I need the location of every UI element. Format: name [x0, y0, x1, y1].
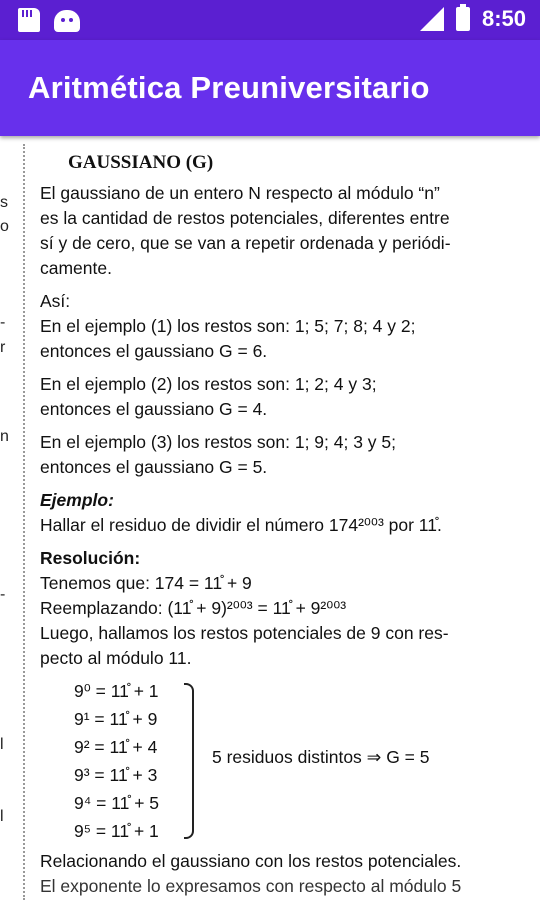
previous-page-fragment: l [0, 736, 4, 753]
example-summary-2 [40, 372, 512, 422]
book-page [40, 150, 512, 899]
signal-icon [420, 7, 444, 31]
previous-page-fragment: r [0, 339, 6, 356]
text-line: Luego, hallamos los restos potenciales de 9 con res- [40, 623, 449, 643]
app-title: Aritmética Preuniversitario [28, 70, 430, 105]
text-line: Tenemos que: 174 = 11̊ + 9 [40, 573, 252, 593]
text-line: En el ejemplo (3) los restos son: 1; 9; 4; 3 y 5; [40, 432, 397, 452]
power-row: 9¹ = 11̊ + 9 [74, 709, 158, 729]
text-line: pecto al módulo 11. [40, 648, 192, 668]
resolution-steps [40, 571, 512, 671]
cut-off-line: El exponente lo expresamos con respecto al módulo 5 [40, 876, 462, 896]
resolucion-label: Resolución: [40, 548, 141, 568]
power-row: 9⁰ = 11̊ + 1 [74, 681, 159, 701]
example-summary-1 [40, 314, 512, 364]
text-line: es la cantidad de restos potenciales, diferentes entre [40, 208, 450, 228]
text-line: camente. [40, 258, 112, 278]
footer-line: Relacionando el gaussiano con los restos potenciales. [40, 851, 462, 871]
page-gutter-divider [23, 144, 25, 900]
section-title: GAUSSIANO (G) [68, 152, 214, 173]
conclusion-text: 5 residuos distintos ⇒ G = 5 [212, 747, 430, 767]
previous-page-fragment: n [0, 428, 9, 445]
text-line: En el ejemplo (1) los restos son: 1; 5; 7; 8; 4 y 2; [40, 316, 416, 336]
battery-charging-icon [456, 7, 470, 31]
text-line: entonces el gaussiano G = 4. [40, 399, 268, 419]
right-brace [184, 683, 194, 839]
status-bar [0, 0, 540, 40]
ejemplo-label: Ejemplo: [40, 490, 114, 510]
previous-page-fragment: o [0, 218, 9, 235]
previous-page-fragment: l [0, 808, 4, 825]
power-row: 9² = 11̊ + 4 [74, 737, 158, 757]
text-line: entonces el gaussiano G = 5. [40, 457, 268, 477]
app-bar [0, 40, 540, 136]
text-line: En el ejemplo (2) los restos son: 1; 2; 4 y 3; [40, 374, 377, 394]
text-line: El gaussiano de un entero N respecto al módulo “n” [40, 183, 440, 203]
text-line: Reemplazando: (11̊ + 9)²⁰⁰³ = 11̊ + 9²⁰⁰³ [40, 598, 347, 618]
page-viewer[interactable] [0, 136, 540, 900]
android-icon [54, 10, 80, 32]
asi-label: Así: [40, 291, 71, 311]
power-row: 9³ = 11̊ + 3 [74, 765, 158, 785]
previous-page-fragment: s [0, 194, 8, 211]
power-row: 9⁴ = 11̊ + 5 [74, 793, 160, 813]
previous-page-fragment: - [0, 314, 6, 331]
text-line: entonces el gaussiano G = 6. [40, 341, 268, 361]
example-summary-3 [40, 430, 512, 480]
definition-paragraph [40, 181, 512, 281]
problem-statement: Hallar el residuo de dividir el número 174²⁰⁰³ por 11̊. [40, 515, 442, 535]
power-row: 9⁵ = 11̊ + 1 [74, 821, 159, 841]
powers-table [74, 677, 512, 843]
text-line: sí y de cero, que se van a repetir ordenada y periódi- [40, 233, 451, 253]
sd-card-icon [18, 8, 40, 32]
previous-page-fragment: - [0, 586, 6, 603]
status-time: 8:50 [481, 6, 526, 31]
